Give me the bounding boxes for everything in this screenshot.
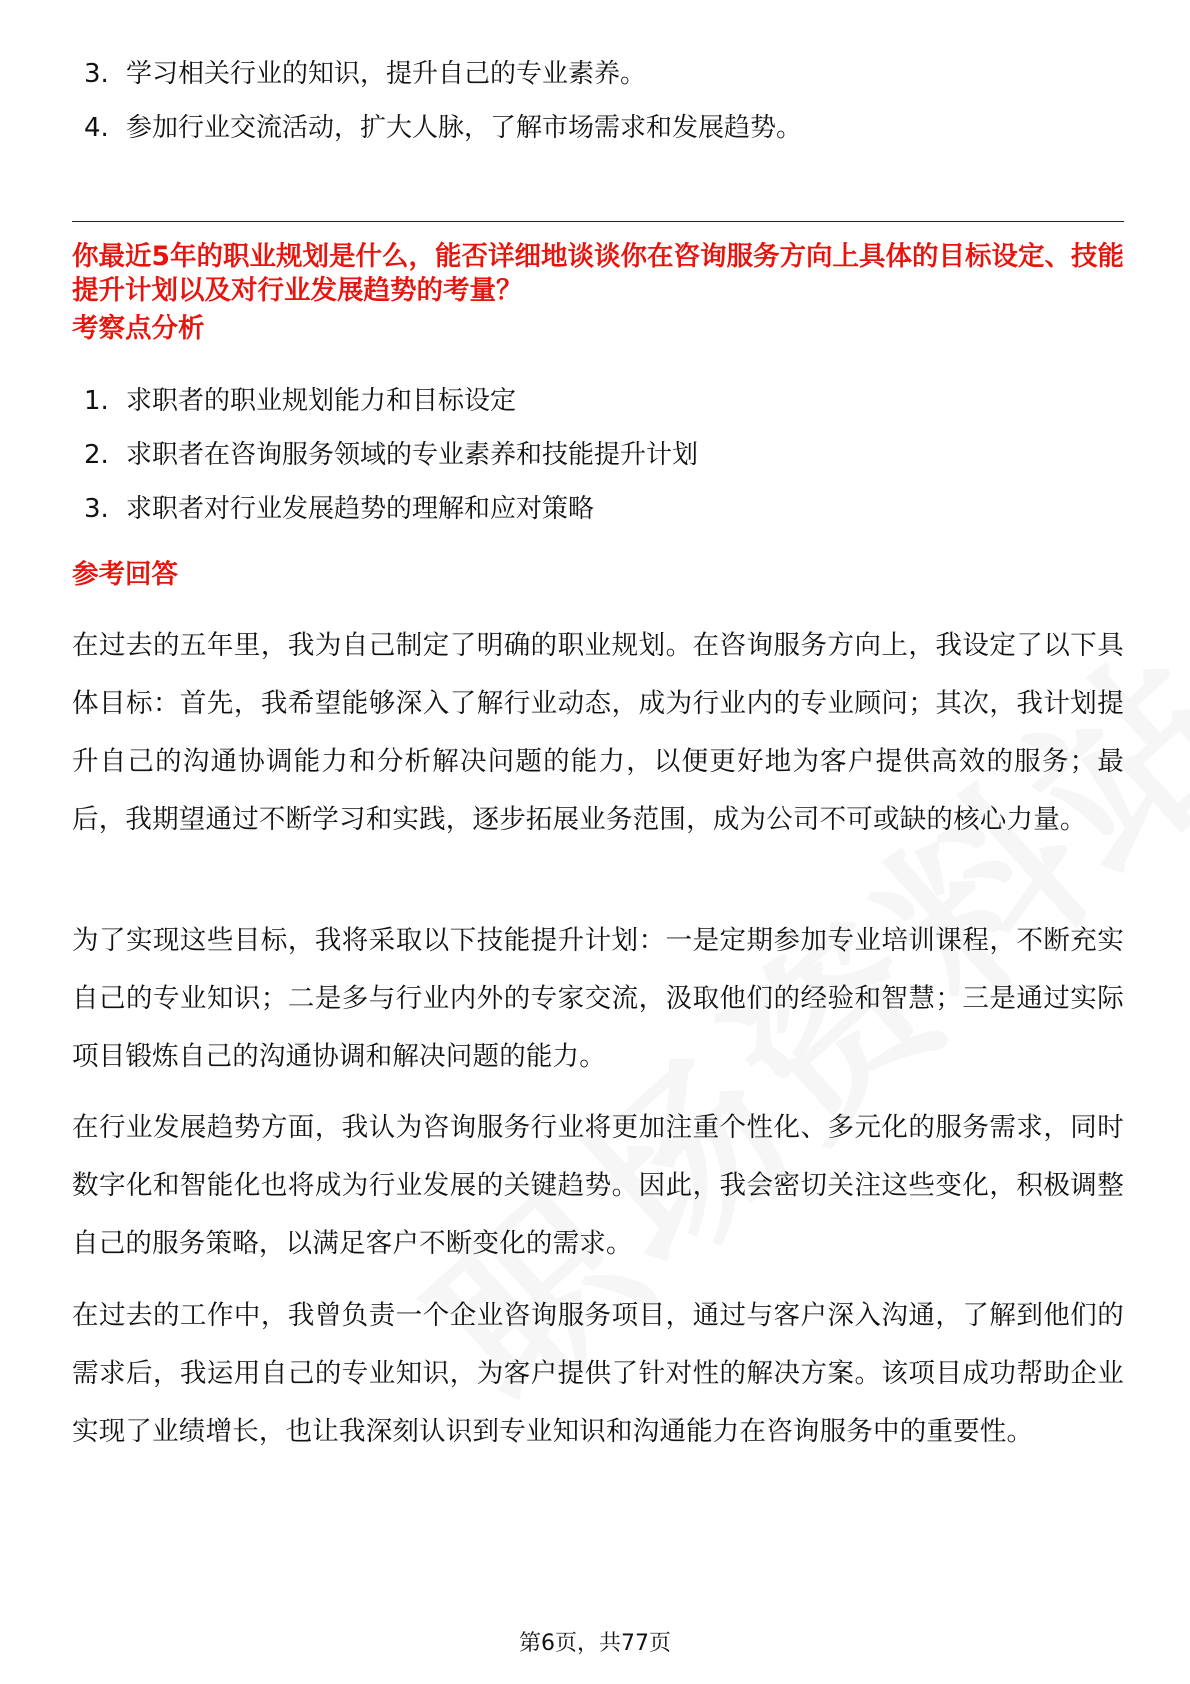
page-number-footer: 第6页，共77页 xyxy=(519,1631,671,1656)
list-item-number: 2. xyxy=(84,440,109,470)
answer-paragraph: 在行业发展趋势方面，我认为咨询服务行业将更加注重个性化、多元化的服务需求，同时数字化和智能化也将成为行业发展的关键趋势。因此，我会密切关注这些变化，积极调整自己的服务策略，以满足客户不断变化的需求。 xyxy=(72,1112,1124,1259)
answer-paragraph: 在过去的五年里，我为自己制定了明确的职业规划。在咨询服务方向上，我设定了以下具体目标：首先，我希望能够深入了解行业动态，成为行业内的专业顾问；其次，我计划提升自己的沟通协调能力和分析解决问题的能力，以便更好地为客户提供高效的服务；最后，我期望通过不断学习和实践，逐步拓展业务范围，成为公司不可或缺的核心力量。 xyxy=(72,630,1124,835)
list-item xyxy=(84,57,802,111)
list-item xyxy=(84,438,698,492)
list-item-text: 求职者的职业规划能力和目标设定 xyxy=(126,386,517,416)
top-list xyxy=(84,57,802,165)
list-item-text: 求职者在咨询服务领域的专业素养和技能提升计划 xyxy=(126,440,699,470)
list-item-number: 3. xyxy=(84,494,109,524)
answer-paragraph: 在过去的工作中，我曾负责一个企业咨询服务项目，通过与客户深入沟通，了解到他们的需求后，我运用自己的专业知识，为客户提供了针对性的解决方案。该项目成功帮助企业实现了业绩增长，也让我深刻认识到专业知识和沟通能力在咨询服务中的重要性。 xyxy=(72,1300,1124,1447)
answer-title: 参考回答 xyxy=(72,559,178,590)
list-item xyxy=(84,384,698,438)
list-item-text: 参加行业交流活动，扩大人脉，了解市场需求和发展趋势。 xyxy=(126,113,803,143)
list-item-text: 学习相关行业的知识，提升自己的专业素养。 xyxy=(126,59,647,89)
list-item xyxy=(84,492,698,546)
analysis-list xyxy=(84,384,698,546)
answer-paragraph: 为了实现这些目标，我将采取以下技能提升计划：一是定期参加专业培训课程，不断充实自己的专业知识；二是多与行业内外的专家交流，汲取他们的经验和智慧；三是通过实际项目锻炼自己的沟通协调和解决问题的能力。 xyxy=(72,925,1124,1072)
list-item-number: 3. xyxy=(84,59,109,89)
question-heading: 你最近5年的职业规划是什么，能否详细地谈谈你在咨询服务方向上具体的目标设定、技能提升计划以及对行业发展趋势的考量？ xyxy=(72,241,1124,306)
list-item-number: 1. xyxy=(84,386,109,416)
list-item-text: 求职者对行业发展趋势的理解和应对策略 xyxy=(126,494,595,524)
list-item xyxy=(84,111,802,165)
analysis-title: 考察点分析 xyxy=(72,313,205,344)
list-item-number: 4. xyxy=(84,113,109,143)
section-divider xyxy=(72,221,1124,222)
